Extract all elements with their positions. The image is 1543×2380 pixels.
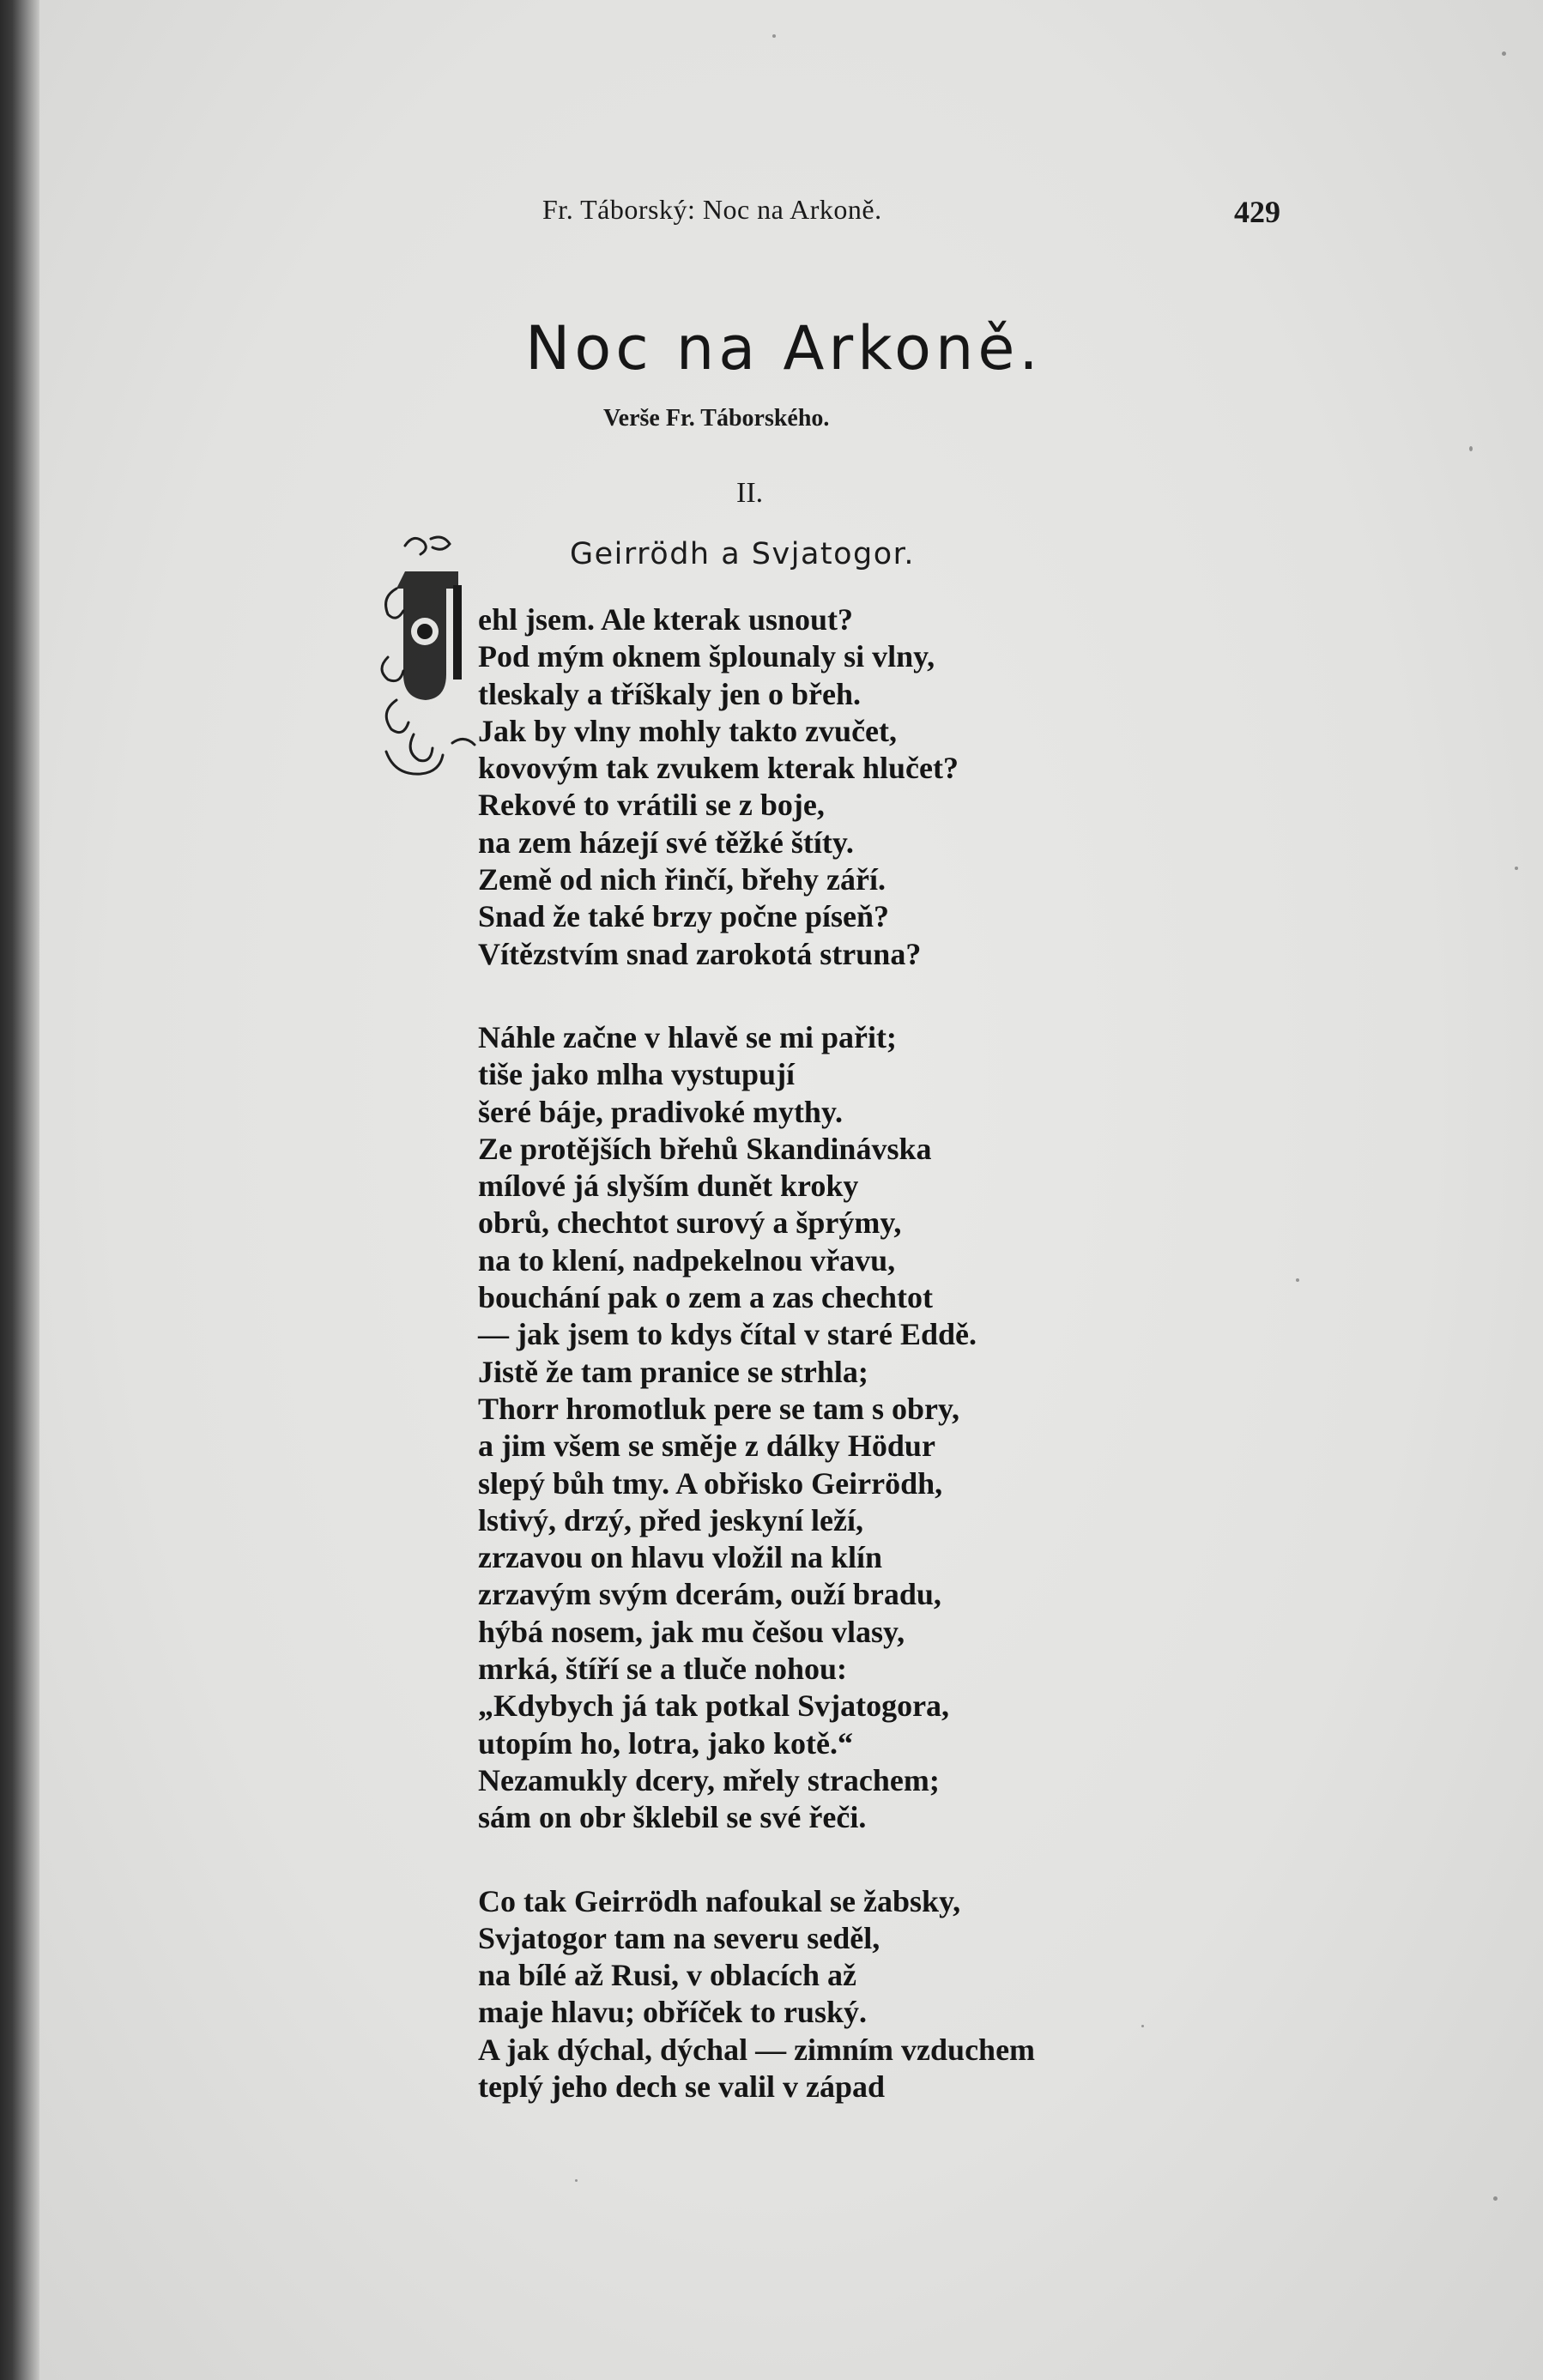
page-number: 429 [1234, 195, 1280, 229]
print-speck [1141, 2025, 1144, 2027]
poem-line: na to klení, nadpekelnou vřavu, [478, 1242, 896, 1278]
poem-line: ehl jsem. Ale kterak usnout? [478, 602, 854, 637]
poem-line: Thorr hromotluk pere se tam s obry, [478, 1391, 960, 1426]
print-speck [1493, 2196, 1498, 2201]
poem-line: teplý jeho dech se valil v západ [478, 2069, 885, 2104]
section-numeral: II. [736, 477, 764, 509]
poem-line: bouchání pak o zem a zas chechtot [478, 1280, 933, 1315]
poem-line: na zem házejí své těžké štíty. [478, 825, 854, 860]
poem-line: a jim všem se směje z dálky Hödur [478, 1429, 935, 1464]
poem-line: mrká, štíří se a tluče nohou: [478, 1652, 847, 1687]
poem-line: Rekové to vrátili se z boje, [478, 788, 825, 823]
poem-line: utopím ho, lotra, jako kotě.“ [478, 1725, 854, 1761]
poem-line: Náhle začne v hlavě se mi pařit; [478, 1019, 897, 1054]
poem-line: tiše jako mlha vystupují [478, 1057, 796, 1092]
poem-line: mílové já slyším dunět kroky [478, 1169, 859, 1204]
poem-line: Pod mým oknem šplounaly si vlny, [478, 639, 935, 674]
stanza [478, 1019, 1035, 1837]
print-speck [1296, 1278, 1299, 1282]
poem-line: slepý bůh tmy. A obřisko Geirrödh, [478, 1465, 943, 1501]
byline: Verše Fr. Táborského. [603, 405, 830, 432]
print-speck [1502, 51, 1506, 56]
poem-line: maje hlavu; obříček to ruský. [478, 1995, 867, 2030]
poem-line: lstivý, drzý, před jeskyní leží, [478, 1502, 863, 1537]
poem-line: Vítězstvím snad zarokotá struna? [478, 936, 922, 971]
poem-line: Svjatogor tam na severu seděl, [478, 1920, 880, 1955]
stanza [478, 1883, 1035, 2106]
poem-line: Jistě že tam pranice se strhla; [478, 1354, 868, 1389]
stanza [478, 601, 1035, 973]
print-speck [772, 34, 776, 38]
print-speck [1469, 446, 1473, 451]
poem-line: na bílé až Rusi, v oblacích až [478, 1958, 857, 1993]
poem-line: kovovým tak zvukem kterak hlučet? [478, 751, 959, 786]
section-title: Geirrödh a Svjatogor. [570, 537, 915, 571]
print-speck [575, 2179, 578, 2182]
poem-line: Země od nich řinčí, břehy září. [478, 862, 886, 897]
poem-line: Snad že také brzy počne píseň? [478, 899, 890, 934]
poem-title: Noc na Arkoně. [525, 313, 1043, 384]
poem-line: tleskaly a tříškaly jen o břeh. [478, 676, 861, 711]
poem-line: šeré báje, pradivoké mythy. [478, 1094, 843, 1129]
running-head: Fr. Táborský: Noc na Arkoně. [542, 194, 882, 225]
poem-line: Jak by vlny mohly takto zvučet, [478, 713, 898, 748]
poem-line: Ze protějších břehů Skandinávska [478, 1131, 932, 1166]
poem-line: obrů, chechtot surový a šprýmy, [478, 1205, 902, 1241]
poem-line: — jak jsem to kdys čítal v staré Eddě. [478, 1317, 977, 1352]
poem-line: „Kdybych já tak potkal Svjatogora, [478, 1688, 950, 1724]
poem-body [478, 601, 1035, 2105]
poem-line: zrzavým svým dcerám, ouží bradu, [478, 1577, 941, 1612]
poem-line: Nezamukly dcery, mřely strachem; [478, 1762, 940, 1797]
poem-line: A jak dýchal, dýchal — zimním vzduchem [478, 2032, 1036, 2067]
poem-line: hýbá nosem, jak mu češou vlasy, [478, 1614, 905, 1649]
book-spine-shadow [0, 0, 39, 2380]
print-speck [1515, 867, 1518, 870]
poem-line: sám on obr šklebil se své řeči. [478, 1800, 867, 1835]
poem-line: zrzavou on hlavu vložil na klín [478, 1540, 883, 1575]
ornamental-drop-cap [371, 529, 491, 786]
poem-line: Co tak Geirrödh nafoukal se žabsky, [478, 1883, 961, 1918]
